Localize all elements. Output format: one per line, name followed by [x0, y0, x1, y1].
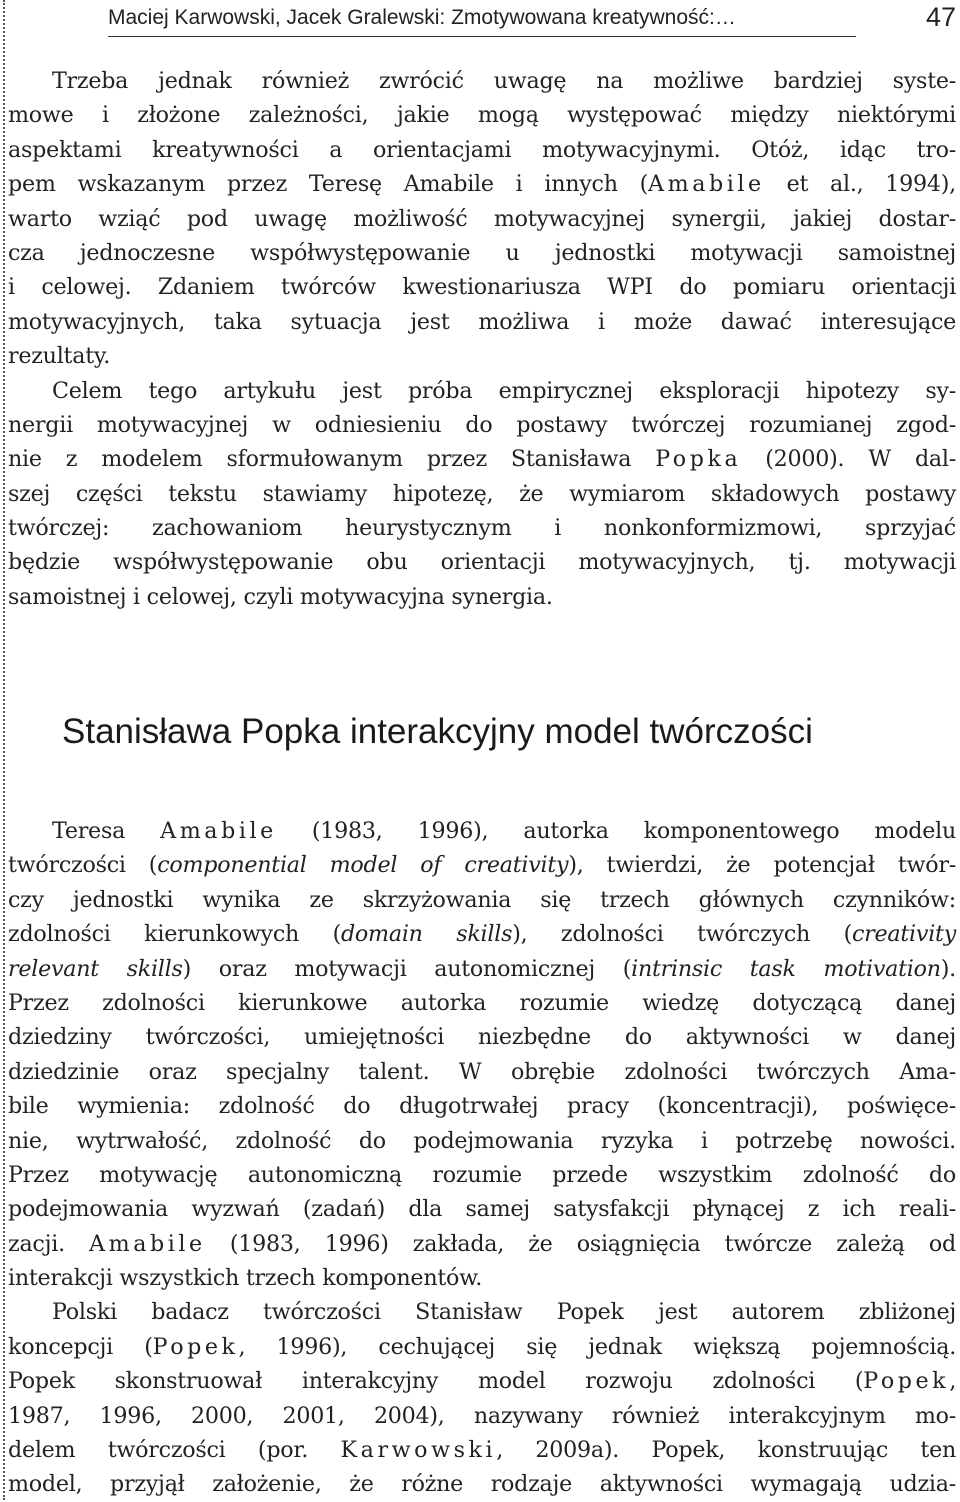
text-line: rezultaty.	[8, 343, 111, 370]
page-header	[108, 2, 960, 36]
text-span: et al., 1994),	[764, 171, 956, 198]
text-span: ,	[949, 1368, 956, 1395]
text-line: Polski badacz twórczości Stanisław Popek jest autorem zbliżonej	[52, 1299, 956, 1326]
text-line: cza jednoczesne współwystępowanie u jednostki motywacji samoistnej	[8, 239, 956, 266]
page-number: 47	[925, 2, 956, 32]
left-frame-border	[3, 0, 5, 1500]
text-line: podejmowania wyzwań (zadań) dla samej satysfakcji płynącej z ich reali-	[8, 1196, 956, 1223]
text-line	[8, 1227, 956, 1261]
text-span: pem wskazanym przez Teresę Amabile i innych (	[8, 171, 649, 198]
text-line: samoistnej i celowej, czyli motywacyjna synergia.	[8, 583, 553, 610]
text-line	[8, 952, 956, 986]
intro-section	[8, 64, 956, 614]
text-span: delem twórczości (por.	[8, 1437, 341, 1464]
text-line: Przez zdolności kierunkowe autorka rozumie wiedzę dotyczącą danej	[8, 989, 956, 1016]
text-line: nergii motywacyjnej w odniesieniu do postawy twórczej rozumianej zgod-	[8, 411, 956, 438]
text-line: mowe i złożone zależności, jakie mogą występować między niektórymi	[8, 102, 956, 129]
text-span: twórczości (	[8, 852, 158, 879]
text-span: Popek skonstruował interakcyjny model rozwoju zdolności (	[8, 1368, 864, 1395]
text-line: twórczej: zachowaniom heurystycznym i nonkonformizmowi, sprzyjać	[8, 515, 956, 542]
text-span: (1983, 1996), autorka komponentowego modelu	[276, 818, 956, 844]
author-citation: Amabile	[89, 1230, 206, 1257]
text-line: czy jednostki wynika ze skrzyżowania się trzech głównych czynników:	[8, 886, 956, 913]
text-line	[8, 442, 956, 476]
text-line	[8, 1433, 956, 1467]
text-line: dziedziny twórczości, umiejętności niezbędne do aktywności w danej	[8, 1024, 956, 1051]
text-line: model, przyjął założenie, że różne rodzaje aktywności wymagają udzia-	[8, 1471, 956, 1498]
text-span: zdolności kierunkowych (	[8, 921, 341, 948]
english-term: creativity	[852, 921, 956, 948]
text-span: ) oraz motywacji autonomicznej (	[182, 955, 632, 982]
text-line	[8, 848, 956, 882]
text-span: nie z modelem sformułowanym przez Stanisława	[8, 446, 656, 473]
text-span: Teresa	[52, 818, 161, 844]
section-heading: Stanisława Popka interakcyjny model twórczości	[62, 712, 813, 751]
text-line: Trzeba jednak również zwrócić uwagę na możliwe bardziej syste-	[52, 68, 956, 94]
text-line: interakcji wszystkich trzech komponentów.	[8, 1265, 483, 1292]
text-line	[8, 167, 956, 201]
text-line: aspektami kreatywności a orientacjami motywacyjnymi. Otóż, idąc tro-	[8, 136, 956, 163]
text-span: ).	[940, 955, 956, 982]
text-line	[8, 814, 956, 848]
text-line: dziedzinie oraz specjalny talent. W obrębie zdolności twórczych Ama-	[8, 1058, 956, 1085]
text-span: (1983, 1996) zakłada, że osiągnięcia twórcze zależą od	[205, 1230, 956, 1257]
english-term: domain skills	[340, 921, 513, 948]
author-citation: Popek	[863, 1368, 950, 1395]
author-citation: Amabile	[160, 818, 277, 844]
text-line: Przez motywację autonomiczną rozumie przede wszystkim zdolność do	[8, 1161, 956, 1188]
author-citation: Karwowski	[340, 1437, 497, 1464]
text-span: (2000). W dal-	[741, 446, 956, 473]
author-citation: Amabile	[648, 171, 765, 198]
text-line: i celowej. Zdaniem twórców kwestionariusza WPI do pomiaru orientacji	[8, 274, 956, 301]
text-line	[8, 1364, 956, 1398]
author-citation: Popka	[655, 446, 742, 473]
text-line: bile wymienia: zdolność do długotrwałej pracy (koncentracji), poświęce-	[8, 1093, 956, 1120]
author-citation: Popek	[152, 1333, 239, 1360]
text-line: szej części tekstu stawiamy hipotezę, że wymiarom składowych postawy	[8, 480, 956, 507]
header-rule	[108, 36, 856, 37]
text-line	[8, 1330, 956, 1364]
text-line: 1987, 1996, 2000, 2001, 2004), nazywany również interakcyjnym mo-	[8, 1402, 956, 1429]
text-line: będzie współwystępowanie obu orientacji motywacyjnych, tj. motywacji	[8, 549, 956, 576]
english-term: intrinsic task motivation	[631, 955, 941, 982]
english-term: componential model of creativity	[157, 852, 569, 879]
model-section	[8, 814, 956, 1502]
text-line: Celem tego artykułu jest próba empirycznej eksploracji hipotezy sy-	[52, 377, 956, 404]
text-span: koncepcji (	[8, 1333, 153, 1360]
text-line: motywacyjnych, taka sytuacja jest możliwa i może dawać interesujące	[8, 308, 956, 335]
text-span: , 2009a). Popek, konstruując ten	[496, 1437, 956, 1464]
english-term: relevant skills	[8, 955, 183, 982]
text-line: nie, wytrwałość, zdolność do podejmowania ryzyka i potrzebę nowości.	[8, 1127, 956, 1154]
text-span: ), zdolności twórczych (	[512, 921, 852, 948]
running-head: Maciej Karwowski, Jacek Gralewski: Zmotywowana kreatywność:…	[108, 6, 736, 29]
text-span: zacji.	[8, 1230, 90, 1257]
text-line	[8, 917, 956, 951]
text-span: , 1996), cechującej się jednak większą pojemnością.	[238, 1333, 956, 1360]
text-span: ), twierdzi, że potencjał twór-	[568, 852, 956, 879]
text-line: warto wziąć pod uwagę możliwość motywacyjnej synergii, jakiej dostar-	[8, 205, 956, 232]
